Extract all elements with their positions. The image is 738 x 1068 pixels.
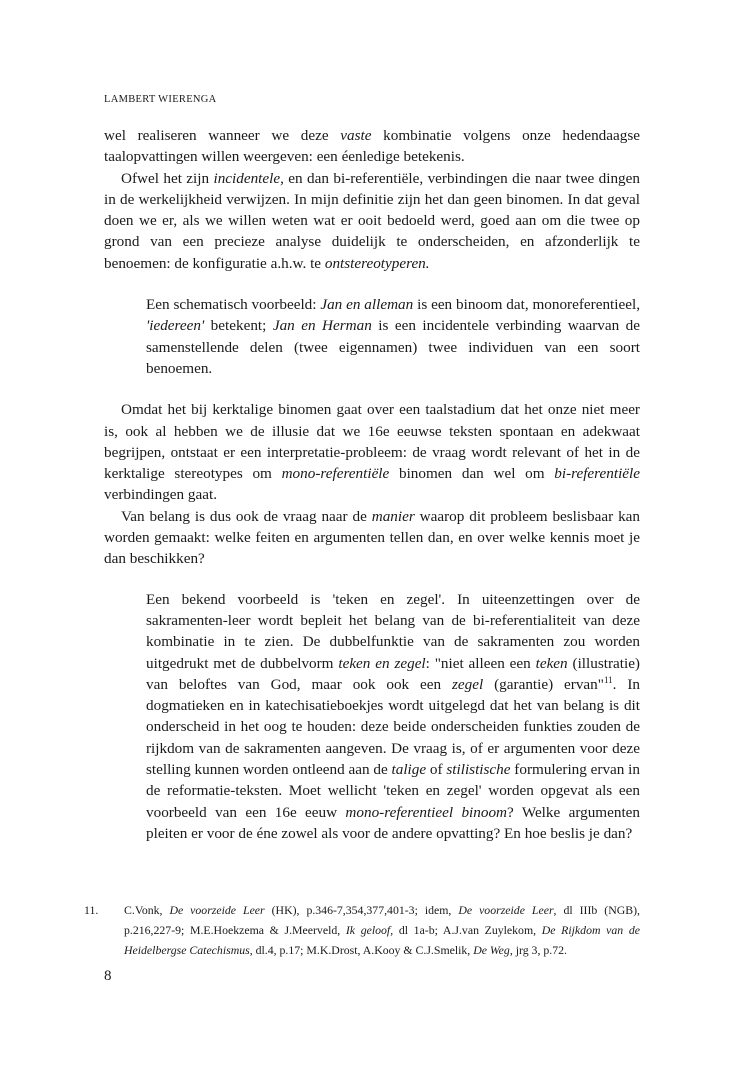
text-run: is een binoom dat, monoreferentieel, bbox=[413, 296, 640, 314]
text-run: Ofwel het zijn bbox=[121, 169, 214, 187]
body-text bbox=[104, 125, 640, 844]
text-run: (illustratie) van beloftes van God, maar ook ook een bbox=[146, 654, 640, 693]
text-run: kombinatie volgens onze hedendaagse taalopvattingen willen weergeven: een éenledige betekenis. bbox=[104, 127, 640, 166]
emphasis-text: Jan en alleman bbox=[320, 296, 414, 314]
text-run: Een bekend voorbeeld is 'teken en zegel'. In uiteenzettingen over de sakramenten-leer wordt bepleit het belang van de bi-referentialiteit van deze kombinatie in te zien. De dubbelfunktie van de sakramenten zou worden uitgedrukt met de dubbelvorm bbox=[146, 590, 640, 672]
running-header: LAMBERT WIERENGA bbox=[104, 94, 217, 105]
paragraph bbox=[104, 125, 640, 168]
footnote-number: 11. bbox=[84, 903, 99, 917]
text-run: , en dan bi-referentiële, verbindingen die naar twee dingen in de werkelijkheid verwijzen. In mijn definitie zijn het dan geen binomen. In dat geval doen we er, als we willen weten wat er ooit bedoeld werd, goed aan om die twee op grond van een precieze analyse duidelijk te onderscheiden, en afzonderlijk te benoemen: de konfiguratie a.h.w. te bbox=[104, 169, 640, 272]
text-run: (garantie) ervan" bbox=[483, 675, 604, 693]
emphasis-text: teken bbox=[535, 654, 568, 672]
text-run: of bbox=[426, 761, 447, 779]
emphasis-text: ontstereotyperen. bbox=[324, 254, 430, 272]
text-run: betekent; bbox=[204, 317, 273, 335]
paragraph bbox=[104, 399, 640, 505]
text-run: . In dogmatieken en in katechisatieboekjes wordt uitgelegd dat het van belang is dit onderscheid in het oog te houden: deze beide onderscheiden funkties zouden de rijkdom van de sakramenten aangeven. De vraag is, of er argumenten voor deze stelling kunnen worden ontleend aan de bbox=[146, 675, 640, 779]
footnote-reference: 11 bbox=[603, 674, 613, 685]
text-run: binomen dan wel om bbox=[389, 465, 555, 483]
text-run: , jrg 3, p.72. bbox=[509, 943, 567, 957]
text-run: ? Welke argumenten pleiten er voor de éne zowel als voor de andere opvatting? En hoe beslis je dan? bbox=[146, 803, 640, 842]
block-quote bbox=[146, 294, 640, 379]
emphasis-text: De voorzeide Leer bbox=[458, 903, 554, 917]
text-run: waarop dit probleem beslisbaar kan worden gemaakt: welke feiten en argumenten tellen dan, en over welke kennis moet je dan beschikken? bbox=[104, 507, 640, 568]
emphasis-text: 'iedereen' bbox=[146, 317, 205, 335]
emphasis-text: De Rijkdom van de Heidelbergse Catechismus bbox=[124, 923, 640, 957]
text-run: , dl 1a-b; A.J.van Zuylekom, bbox=[390, 923, 542, 937]
emphasis-text: bi-referentiële bbox=[554, 465, 640, 483]
emphasis-text: teken en zegel bbox=[338, 654, 426, 672]
paragraph bbox=[104, 168, 640, 274]
emphasis-text: De Weg bbox=[473, 943, 510, 957]
text-run: Omdat het bij kerktalige binomen gaat over een taalstadium dat het onze niet meer is, ook al hebben we de illusie dat we 16e eeuwse teksten spontaan en adekwaat begrijpen, ontstaat er een interpretatie-probleem: de vraag wordt relevant of het in de kerktalige stereotypes om bbox=[104, 401, 640, 483]
emphasis-text: vaste bbox=[340, 127, 372, 144]
emphasis-text: De voorzeide Leer bbox=[169, 903, 265, 917]
text-run: formulering ervan in de reformatie-teksten. Moet wellicht 'teken en zegel' worden opgevat als een voorbeeld van een 16e eeuw bbox=[146, 761, 640, 821]
text-run: , dl IIIb (NGB), p.216,227-9; M.E.Hoekzema & J.Meerveld, bbox=[124, 903, 640, 937]
footnote bbox=[84, 900, 640, 960]
emphasis-text: talige bbox=[391, 761, 427, 779]
emphasis-text: manier bbox=[371, 507, 415, 525]
emphasis-text: mono-referentiële bbox=[281, 465, 390, 483]
emphasis-text: incidentele bbox=[213, 169, 281, 187]
emphasis-text: Jan en Herman bbox=[272, 317, 372, 335]
emphasis-text: zegel bbox=[452, 675, 484, 693]
footnote-content bbox=[124, 903, 640, 957]
text-run: : "niet alleen een bbox=[425, 654, 536, 672]
emphasis-text: mono-referentieel binoom bbox=[345, 803, 508, 821]
text-run: (HK), p.346-7,354,377,401-3; idem, bbox=[264, 903, 459, 917]
text-run: is een incidentele verbinding waarvan de samenstellende delen (twee eigennamen) twee individuen van een soort benoemen. bbox=[146, 317, 641, 377]
text-run: verbindingen gaat. bbox=[104, 486, 218, 504]
text-run: Een schematisch voorbeeld: bbox=[146, 296, 321, 314]
text-run: wel realiseren wanneer we deze bbox=[104, 127, 341, 144]
text-run: Van belang is dus ook de vraag naar de bbox=[121, 507, 372, 525]
text-run: C.Vonk, bbox=[124, 903, 170, 917]
emphasis-text: Ik geloof bbox=[345, 923, 391, 937]
footnote-text bbox=[84, 900, 640, 960]
page-number: 8 bbox=[104, 968, 112, 984]
emphasis-text: stilistische bbox=[446, 761, 511, 779]
text-run: , dl.4, p.17; M.K.Drost, A.Kooy & C.J.Smelik, bbox=[249, 943, 474, 957]
paragraph bbox=[104, 506, 640, 570]
block-quote bbox=[146, 589, 640, 845]
